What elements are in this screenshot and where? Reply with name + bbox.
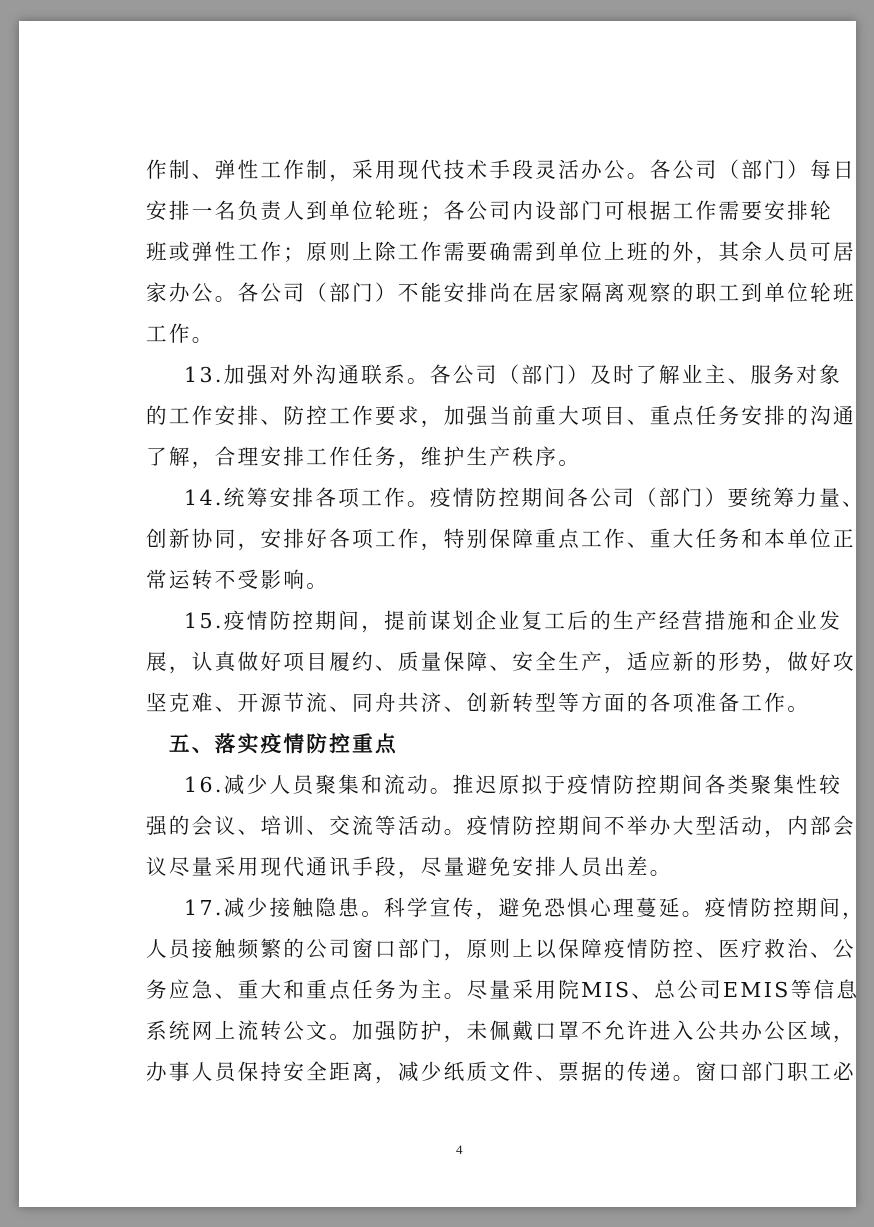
- text-line: 安排一名负责人到单位轮班；各公司内设部门可根据工作需要安排轮: [146, 199, 833, 223]
- text-line: 班或弹性工作；原则上除工作需要确需到单位上班的外，其余人员可居: [146, 240, 856, 264]
- text-line: 常运转不受影响。: [146, 568, 330, 592]
- text-line: 人员接触频繁的公司窗口部门，原则上以保障疫情防控、医疗救治、公: [146, 937, 856, 961]
- text-line: 办事人员保持安全距离，减少纸质文件、票据的传递。窗口部门职工必: [146, 1060, 856, 1084]
- paragraph-15-start: 15.疫情防控期间，提前谋划企业复工后的生产经营措施和企业发: [184, 609, 843, 633]
- text-line: 工作。: [146, 322, 215, 346]
- text-line: 务应急、重大和重点任务为主。尽量采用院MIS、总公司EMIS等信息: [146, 978, 860, 1002]
- text-line: 强的会议、培训、交流等活动。疫情防控期间不举办大型活动，内部会: [146, 814, 856, 838]
- text-line: 家办公。各公司（部门）不能安排尚在居家隔离观察的职工到单位轮班: [146, 281, 856, 305]
- text-line: 展，认真做好项目履约、质量保障、安全生产，适应新的形势，做好攻: [146, 650, 856, 674]
- text-line: 了解，合理安排工作任务，维护生产秩序。: [146, 445, 582, 469]
- section-heading: 五、落实疫情防控重点: [169, 732, 398, 756]
- text-line: 作制、弹性工作制，采用现代技术手段灵活办公。各公司（部门）每日: [146, 158, 856, 182]
- text-line: 坚克难、开源节流、同舟共济、创新转型等方面的各项准备工作。: [146, 691, 811, 715]
- paragraph-17-start: 17.减少接触隐患。科学宣传，避免恐惧心理蔓延。疫情防控期间，: [184, 896, 865, 920]
- text-line: 创新协同，安排好各项工作，特别保障重点工作、重大任务和本单位正: [146, 527, 856, 551]
- text-line: 的工作安排、防控工作要求，加强当前重大项目、重点任务安排的沟通: [146, 404, 856, 428]
- text-line: 系统网上流转公文。加强防护，未佩戴口罩不允许进入公共办公区域，: [146, 1019, 856, 1043]
- paragraph-13-start: 13.加强对外沟通联系。各公司（部门）及时了解业主、服务对象: [184, 363, 843, 387]
- paragraph-16-start: 16.减少人员聚集和流动。推迟原拟于疫情防控期间各类聚集性较: [184, 773, 843, 797]
- page-number: 4: [456, 1142, 463, 1157]
- text-line: 议尽量采用现代通讯手段，尽量避免安排人员出差。: [146, 855, 673, 879]
- document-page: [19, 21, 865, 1207]
- paragraph-14-start: 14.统筹安排各项工作。疫情防控期间各公司（部门）要统筹力量、: [184, 486, 865, 510]
